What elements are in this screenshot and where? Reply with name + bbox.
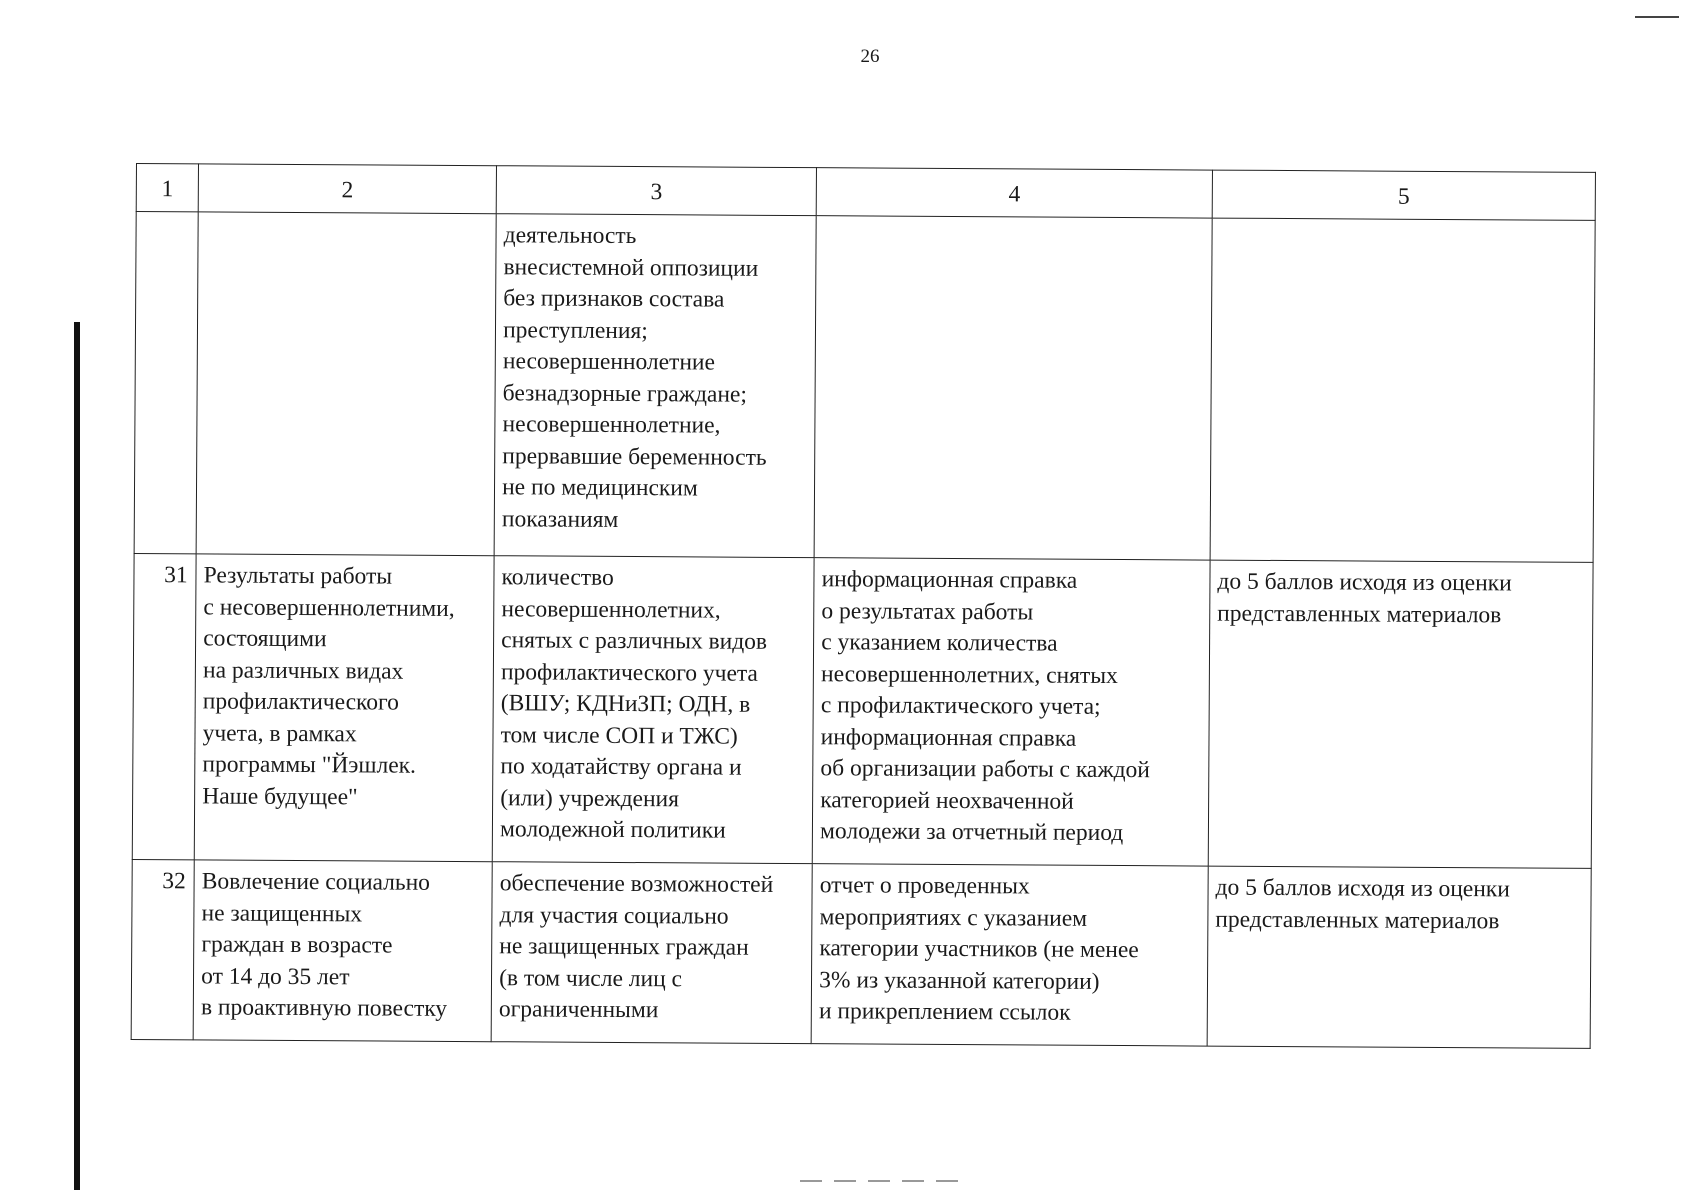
cell-line: Результаты работы (203, 562, 393, 590)
indicator-cell (196, 212, 496, 556)
cell-line: мероприятиях с указанием (819, 903, 1088, 932)
header-col-5: 5 (1212, 170, 1595, 220)
score-cell (1210, 218, 1595, 562)
cell-line: в проактивную повестку (200, 994, 448, 1022)
cell-line: безнадзорные граждане; (502, 379, 748, 408)
cell-line: 3% из указанной категории) (819, 966, 1100, 995)
table-row (134, 212, 1595, 563)
criteria-table (131, 163, 1596, 1049)
cell-line: (ВШУ; КДНиЗП; ОДН, в (500, 690, 751, 718)
cell-line: том числе СОП и ТЖС) (500, 721, 738, 750)
cell-line: молодежи за отчетный период (820, 818, 1124, 847)
cell-line: для участия социально (499, 901, 729, 930)
cell-line: (или) учреждения (500, 784, 680, 812)
cell-line: профилактического учета (500, 658, 759, 687)
cell-line: несовершеннолетних, снятых (820, 660, 1118, 689)
cell-line: информационная справка (821, 566, 1078, 594)
criterion-cell (494, 214, 816, 558)
row-number (134, 212, 198, 554)
header-col-3: 3 (496, 166, 816, 216)
cell-line: не защищенных (201, 899, 363, 927)
scan-binding-edge (74, 322, 80, 1190)
cell-line: прервавшие беременность (502, 442, 767, 471)
score-cell (1207, 866, 1591, 1048)
cell-line: состоящими (203, 625, 327, 653)
cell-line: отчет о проведенных (819, 872, 1030, 900)
cell-line: от 14 до 35 лет (201, 962, 350, 990)
cell-line: несовершеннолетние (502, 348, 716, 376)
scan-artifact-dashes (800, 1180, 965, 1182)
cell-line: по ходатайству органа и (500, 753, 742, 781)
cell-line: деятельность (503, 222, 637, 250)
cell-line: на различных видах (202, 656, 404, 685)
indicator-cell (194, 554, 494, 862)
scan-artifact-line (1635, 16, 1679, 18)
cell-line: снятых с различных видов (501, 627, 768, 655)
cell-line: несовершеннолетних, (501, 595, 721, 624)
cell-line: внесистемной оппозиции (503, 253, 759, 282)
table-body (131, 212, 1595, 1049)
evidence-cell (814, 216, 1212, 560)
criterion-cell (492, 556, 814, 864)
header-col-1: 1 (136, 164, 198, 212)
cell-line: категорией неохваченной (820, 786, 1074, 815)
cell-line: об организации работы с каждой (820, 755, 1150, 784)
cell-line: о результатах работы (821, 597, 1034, 625)
cell-line: граждан в возрасте (201, 931, 393, 959)
cell-line: до 5 баллов исходя из оценки (1215, 874, 1510, 903)
cell-line: представленных материалов (1215, 906, 1500, 934)
score-cell (1208, 560, 1593, 868)
evidence-cell (812, 558, 1210, 866)
cell-line: информационная справка (820, 723, 1077, 752)
cell-line: программы "Йэшлек. (202, 751, 417, 779)
cell-line: преступления; (503, 316, 648, 344)
cell-line: несовершеннолетние, (502, 411, 721, 439)
evidence-cell (811, 864, 1208, 1046)
cell-line: количество (501, 564, 614, 591)
criterion-cell (491, 862, 812, 1044)
cell-line: категории участников (не менее (819, 935, 1139, 964)
cell-line: Наше будущее" (202, 782, 358, 810)
cell-line: с указанием количества (821, 629, 1058, 657)
row-number: 31 (132, 553, 196, 859)
cell-line: обеспечение возможностей (499, 870, 774, 898)
cell-line: учета, в рамках (202, 719, 357, 747)
table-row (131, 859, 1591, 1048)
cell-line: с профилактического учета; (820, 692, 1101, 720)
cell-line: и прикреплением ссылок (818, 998, 1071, 1026)
cell-line: (в том числе лиц с (499, 964, 683, 992)
cell-line: с несовершеннолетними, (203, 593, 455, 622)
row-number: 32 (131, 859, 194, 1039)
indicator-cell (193, 860, 492, 1042)
cell-line: профилактического (202, 688, 399, 716)
header-col-2: 2 (198, 164, 496, 214)
cell-line: не по медицинским (502, 474, 698, 502)
cell-line: Вовлечение социально (201, 868, 431, 896)
page-number: 26 (860, 46, 880, 67)
cell-line: показаниям (501, 505, 619, 533)
cell-line: до 5 баллов исходя из оценки (1217, 568, 1512, 597)
table-row (132, 553, 1593, 868)
cell-line: представленных материалов (1217, 600, 1502, 628)
header-col-4: 4 (816, 168, 1212, 218)
cell-line: не защищенных граждан (499, 933, 749, 961)
cell-line: ограниченными (498, 996, 659, 1024)
cell-line: без признаков состава (503, 285, 725, 313)
cell-line: молодежной политики (499, 816, 726, 844)
